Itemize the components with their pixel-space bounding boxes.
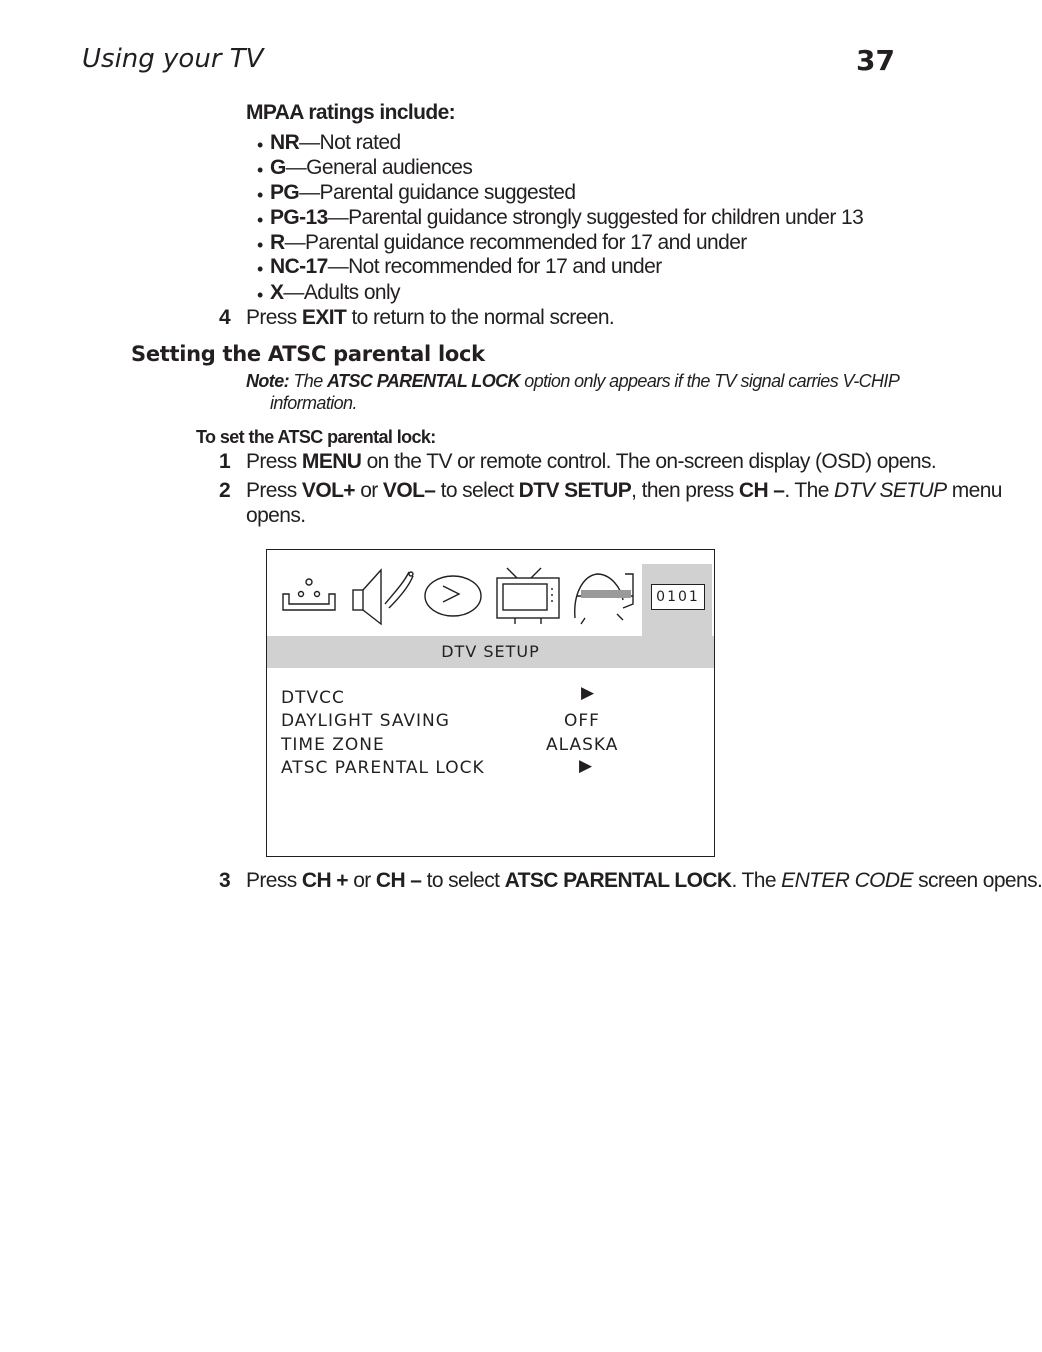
step-text-continued: opens. [246,504,306,527]
list-item: NR—Not rated [270,131,401,154]
osd-value-daylight-saving: OFF [564,711,600,731]
speaker-icon [353,570,413,624]
osd-arrow-icon: ▶ [579,756,594,776]
bullet: • [257,235,264,255]
note-line-1: Note: The ATSC PARENTAL LOCK option only appears if the TV signal carries V-CHIP [246,371,900,391]
osd-menu-item-daylight-saving[interactable]: DAYLIGHT SAVING [281,711,450,731]
bullet: • [257,210,264,230]
list-item: PG—Parental guidance suggested [270,181,576,204]
osd-value-time-zone: ALASKA [546,735,619,755]
tv-icon [497,568,559,624]
osd-menu-item-time-zone[interactable]: TIME ZONE [281,735,385,755]
step-text: Press CH + or CH – to select ATSC PARENTAL LOCK. The ENTER CODE screen opens. [246,869,1042,892]
bullet: • [257,160,264,180]
bullet: • [257,259,264,279]
osd-arrow-icon: ▶ [581,683,596,703]
bullet: • [257,285,264,305]
step-number: 1 [219,450,231,473]
list-item: X—Adults only [270,281,400,304]
list-item: G—General audiences [270,156,473,179]
note-line-2: information. [270,393,357,413]
section-title: Setting the ATSC parental lock [131,342,485,366]
list-item: NC-17—Not recommended for 17 and under [270,255,662,278]
lock-icon [575,574,633,624]
osd-code-display: 0101 [651,584,705,610]
list-item: PG-13—Parental guidance strongly suggested for children under 13 [270,206,864,229]
mpaa-heading: MPAA ratings include: [246,101,456,124]
bullet: • [257,135,264,155]
step-number: 4 [219,306,231,329]
step-text: Press MENU on the TV or remote control. The on-screen display (OSD) opens. [246,450,937,473]
list-item: R—Parental guidance recommended for 17 and under [270,231,747,254]
step-text: Press EXIT to return to the normal screen. [246,306,615,329]
step-text: Press VOL+ or VOL– to select DTV SETUP, then press CH –. The DTV SETUP menu [246,479,1002,502]
input-icon [283,579,335,610]
procedure-heading: To set the ATSC parental lock: [196,427,436,447]
header-title: Using your TV [82,44,264,74]
step-number: 3 [219,869,231,892]
osd-menu-item-atsc-parental-lock[interactable]: ATSC PARENTAL LOCK [281,758,485,778]
page-number: 37 [856,44,895,77]
osd-menu-item-dtvcc[interactable]: DTVCC [281,688,345,708]
osd-menu-title: DTV SETUP [267,636,714,668]
osd-icon-bar [281,564,643,628]
osd-screenshot [266,549,715,857]
clock-icon [425,576,481,616]
step-number: 2 [219,479,231,502]
bullet: • [257,185,264,205]
